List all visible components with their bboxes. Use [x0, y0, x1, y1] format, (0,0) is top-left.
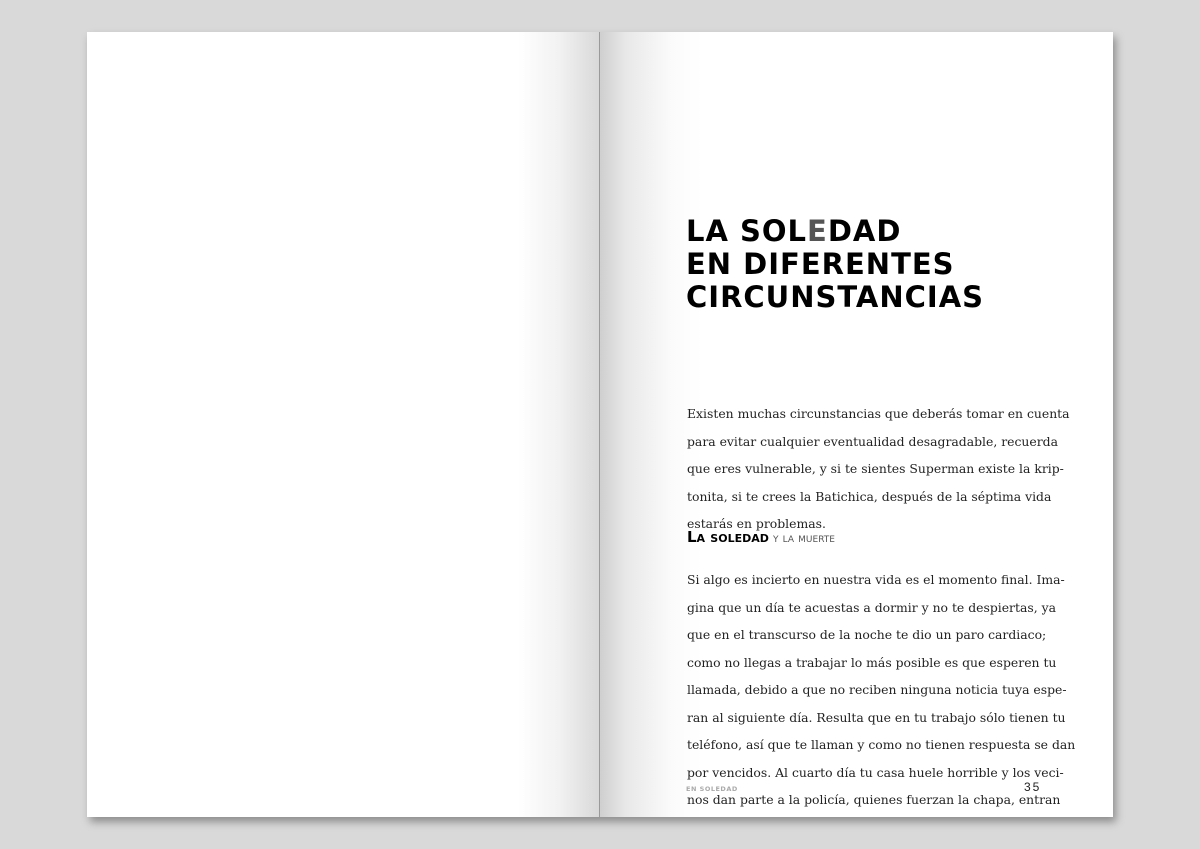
text-line: gina que un día te acuestas a dormir y no te despiertas, ya [687, 599, 1056, 615]
left-page [87, 32, 600, 817]
text-line: por vencidos. Al cuarto día tu casa huele horrible y los veci- [687, 764, 1064, 780]
text-line: llamada, debido a que no reciben ninguna noticia tuya espe- [687, 682, 1067, 697]
text-line: que eres vulnerable, y si te sientes Superman existe la krip- [687, 461, 1064, 476]
subheading-light: y la muerte [773, 531, 835, 546]
text-line: tonita, si te crees la Batichica, después de la séptima vida [687, 488, 1052, 504]
title-line: CIRCUNSTANCIAS [686, 280, 985, 314]
text-line: Existen muchas circunstancias que deberás tomar en cuenta [687, 406, 1070, 421]
running-head: EN SOLEDAD [686, 785, 738, 793]
body-paragraph [687, 566, 1076, 814]
title-part: LA SOL [686, 214, 808, 248]
title-line: EN DIFERENTES [686, 247, 955, 281]
spine [599, 32, 600, 817]
title-highlight: E [807, 214, 828, 248]
intro-paragraph [687, 400, 1070, 538]
subheading-bold: La soledad [687, 528, 769, 546]
text-line: ran al siguiente día. Resulta que en tu trabajo sólo tienen tu [687, 709, 1066, 725]
text-line: que en el transcurso de la noche te dio un paro cardiaco; [687, 627, 1047, 642]
page-number: 35 [1024, 780, 1042, 794]
chapter-title [686, 215, 984, 314]
title-part: DAD [827, 214, 902, 248]
text-line: teléfono, así que te llaman y como no tienen respuesta se dan [687, 737, 1076, 752]
subheading [687, 528, 835, 546]
text-line: como no llegas a trabajar lo más posible es que esperen tu [687, 654, 1057, 670]
text-line: para evitar cualquier eventualidad desagradable, recuerda [687, 433, 1058, 449]
text-line: Si algo es incierto en nuestra vida es el momento final. Ima- [687, 572, 1065, 587]
text-line: estarás en problemas. [687, 516, 826, 531]
text-line: nos dan parte a la policía, quienes fuerzan la chapa, entran [687, 792, 1061, 807]
